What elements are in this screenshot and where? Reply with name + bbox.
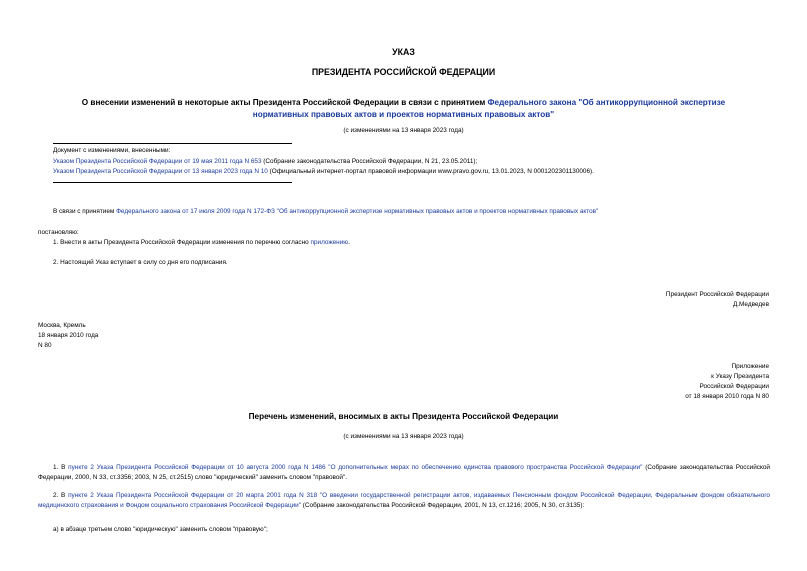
appendix-header-line1: Приложение <box>731 363 769 370</box>
appendix-header-line2: к Указу Президента <box>711 373 769 380</box>
decree-1486-link[interactable]: пункте 2 Указа Президента Российской Федерации от 10 августа 2000 года N 1486 "О дополнительных мерах по обеспечению единства правового пространства Российской Федерации" <box>68 464 643 471</box>
list-item-1-num: 1. В <box>53 464 66 471</box>
changes-item-2 <box>53 167 594 177</box>
issuer: ПРЕЗИДЕНТА РОССИЙСКОЙ ФЕДЕРАЦИИ <box>311 67 496 77</box>
document-title <box>40 97 767 120</box>
decree-653-link[interactable]: Указом Президента Российской Федерации от 19 мая 2011 года N 653 <box>53 158 262 165</box>
list-title: Перечень изменений, вносимых в акты Президента Российской Федерации <box>248 412 559 421</box>
list-item-1 <box>38 463 770 483</box>
appendix-link[interactable]: приложению <box>310 239 349 246</box>
changes-item-1 <box>53 157 477 167</box>
paragraph-2: 2. Настоящий Указ вступает в силу со дня его подписания. <box>53 259 228 266</box>
federal-law-link-part2: нормативных правовых актов и проектов нормативных правовых актов" <box>252 109 555 119</box>
document-type: УКАЗ <box>392 47 415 57</box>
appendix-header-line4: от 18 января 2010 года N 80 <box>685 393 769 400</box>
changes-intro: Документ с изменениями, внесенными: <box>53 147 171 154</box>
list-item-2 <box>38 491 770 511</box>
preamble <box>53 207 598 217</box>
list-amendment-note: (с изменениями на 13 января 2023 года) <box>343 433 464 440</box>
decree-number: N 80 <box>38 342 52 349</box>
list-item-2-rest: (Собрание законодательства Российской Федерации, 2001, N 13, ст.1216; 2005, N 30, ст.3135): <box>302 502 585 509</box>
title-prefix: О внесении изменений в некоторые акты Президента Российской Федерации в связи с принятием <box>81 98 486 107</box>
amendment-note: (с изменениями на 13 января 2023 года) <box>343 127 464 134</box>
paragraph-1-text: 1. Внести в акты Президента Российской Федерации изменения по перечню согласно <box>53 239 309 246</box>
signing-date: 18 января 2010 года <box>38 332 99 339</box>
decree-10-link[interactable]: Указом Президента Российской Федерации от 13 января 2023 года N 10 <box>53 168 268 175</box>
appendix-header-line3: Российской Федерации <box>699 383 769 390</box>
signature-name: Д.Медведев <box>732 301 769 308</box>
paragraph-1-end: . <box>348 239 350 246</box>
postanovlyayu: постановляю: <box>38 229 79 236</box>
law-172-link[interactable]: Федерального закона от 17 июля 2009 года N 172-ФЗ "Об антикоррупционной экспертизе нормативных правовых актов и проектов нормативных правовых актов" <box>116 208 599 215</box>
list-item-2a: а) в абзаце третьем слово "юридическую" заменить словом "правовую"; <box>53 526 268 533</box>
list-item-1-rest: (Собрание законодательства Российской Федерации, 2000, N 33, ст.3356; 2003, N 25, ст.2515) слово "юридический" заменить словом "правовой". <box>38 464 770 481</box>
decree-10-source: (Официальный интернет-портал правовой информации www.pravo.gov.ru, 13.01.2023, N 0001202301130006). <box>269 168 594 175</box>
decree-318-link[interactable]: пункте 2 Указа Президента Российской Федерации от 20 марта 2001 года N 318 "О введении государственной регистрации актов, издаваемых Пенсионным фондом Российской Федерации, Федеральным фондом обязательного медицинского страхования и Фондом социального страхования Российской Федерации" <box>38 492 770 509</box>
signature-position: Президент Российской Федерации <box>665 291 769 298</box>
paragraph-1 <box>53 238 350 248</box>
changes-top-rule <box>53 143 292 144</box>
signing-place: Москва, Кремль <box>38 322 86 329</box>
changes-bottom-rule <box>53 182 292 183</box>
decree-653-source: (Собрание законодательства Российской Федерации, N 21, 23.05.2011); <box>263 158 478 165</box>
preamble-prefix: В связи с принятием <box>53 208 115 215</box>
list-item-2-num: 2. В <box>53 492 66 499</box>
federal-law-link-part1: Федерального закона "Об антикоррупционной экспертизе <box>487 98 726 107</box>
